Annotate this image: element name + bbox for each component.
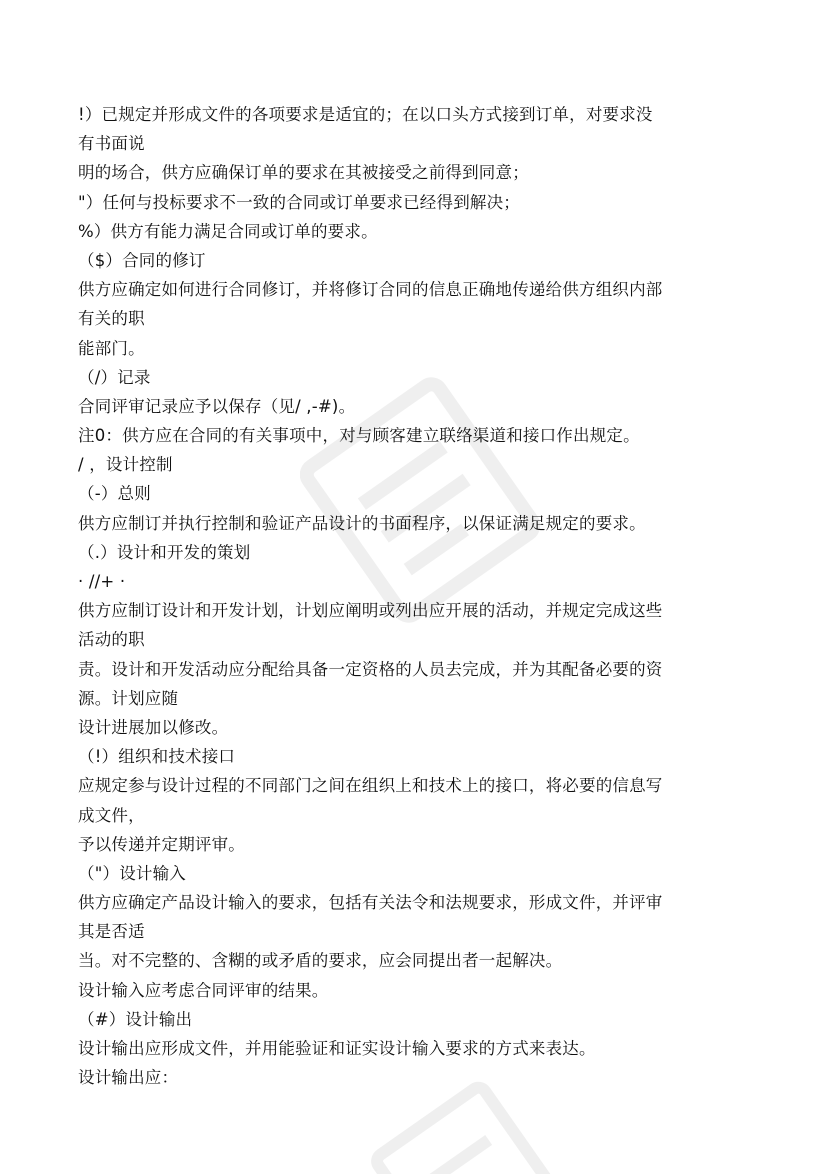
text-line: 予以传递并定期评审。 [78,834,245,854]
text-line: 责。设计和开发活动应分配给具备一定资格的人员去完成，并为其配备必要的资 [78,659,663,679]
text-line: "）任何与投标要求不一致的合同或订单要求已经得到解决； [78,192,520,212]
section-heading: （/）记录 [78,367,151,387]
text-line: · //+ · [78,572,126,591]
text-line: 明的场合，供方应确保订单的要求在其被接受之前得到同意； [78,163,529,183]
text-line: 供方应确定产品设计输入的要求，包括有关法令和法规要求，形成文件，并评审 [78,893,663,913]
text-line: 活动的职 [78,630,145,650]
note-line: 注0：供方应在合同的有关事项中，对与顾客建立联络渠道和接口作出规定。 [78,426,640,446]
section-heading: （$）合同的修订 [78,250,206,270]
text-line: 有关的职 [78,309,145,329]
document-body [78,100,758,1092]
section-heading: （.）设计和开发的策划 [78,542,251,562]
text-line: 源。计划应随 [78,688,179,708]
text-line: 供方应确定如何进行合同修订，并将修订合同的信息正确地传递给供方组织内部 [78,280,663,300]
text-line: %）供方有能力满足合同或订单的要求。 [78,221,378,241]
text-line: 成文件， [78,805,145,825]
text-line: 供方应制订并执行控制和验证产品设计的书面程序，以保证满足规定的要求。 [78,513,646,533]
text-line: 能部门。 [78,338,145,358]
text-line: 设计进展加以修改。 [78,717,229,737]
text-line: 设计输出应形成文件，并用能验证和证实设计输入要求的方式来表达。 [78,1039,596,1058]
text-line: 供方应制订设计和开发计划，计划应阐明或列出应开展的活动，并规定完成这些 [78,601,663,621]
chapter-heading: / ，设计控制 [78,455,173,475]
text-line: 设计输出应： [78,1068,179,1088]
text-line: 合同评审记录应予以保存（见/ ,-#)。 [78,396,356,416]
text-line: 有书面说 [78,134,145,154]
section-heading: （#）设计输出 [78,1009,193,1029]
text-line: 当。对不完整的、含糊的或矛盾的要求，应会同提出者一起解决。 [78,951,563,971]
section-heading: （!）组织和技术接口 [78,747,236,767]
section-heading: （"）设计输入 [78,863,186,883]
watermark-logo-bottom-icon [360,1080,560,1174]
text-line: 应规定参与设计过程的不同部门之间在组织上和技术上的接口，将必要的信息写 [78,776,663,796]
text-line: 设计输入应考虑合同评审的结果。 [78,980,329,1000]
text-line: !）已规定并形成文件的各项要求是适宜的；在以口头方式接到订单，对要求没 [78,105,653,124]
text-line: 其是否适 [78,922,145,942]
section-heading: （-）总则 [78,484,151,504]
